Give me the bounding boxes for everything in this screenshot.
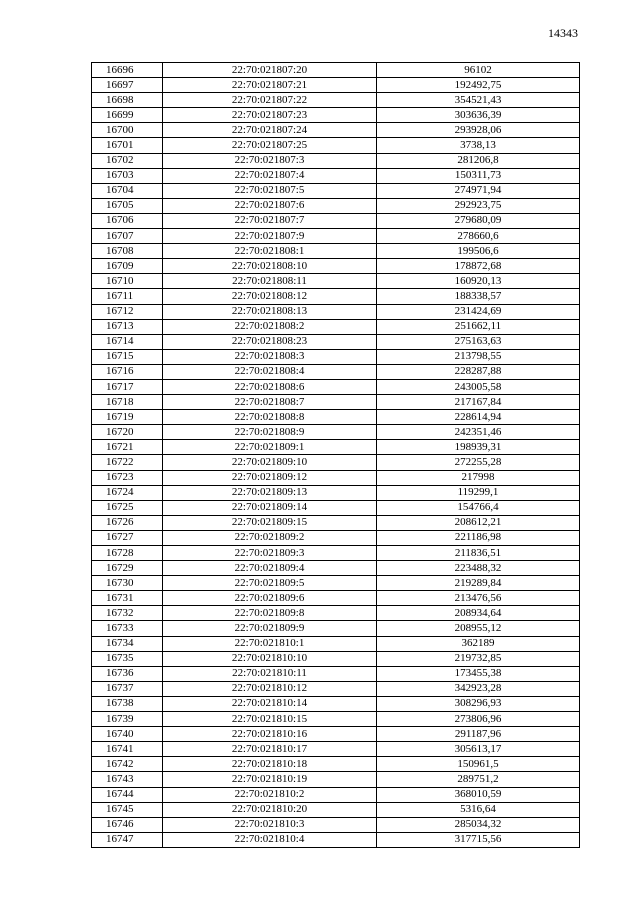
table-row xyxy=(92,168,580,183)
value-cell: 251662,11 xyxy=(377,319,580,334)
table-body xyxy=(92,63,580,848)
table-row xyxy=(92,425,580,440)
table-row xyxy=(92,213,580,228)
value-cell: 150311,73 xyxy=(377,168,580,183)
value-cell: 192492,75 xyxy=(377,78,580,93)
table-row xyxy=(92,319,580,334)
row-number-cell: 16732 xyxy=(92,606,163,621)
row-number-cell: 16744 xyxy=(92,787,163,802)
table-row xyxy=(92,666,580,681)
row-number-cell: 16701 xyxy=(92,138,163,153)
value-cell: 217167,84 xyxy=(377,395,580,410)
table-row xyxy=(92,198,580,213)
table-row xyxy=(92,651,580,666)
cadastral-number-cell: 22:70:021809:5 xyxy=(163,576,377,591)
value-cell: 231424,69 xyxy=(377,304,580,319)
cadastral-number-cell: 22:70:021809:6 xyxy=(163,591,377,606)
cadastral-number-cell: 22:70:021809:3 xyxy=(163,546,377,561)
row-number-cell: 16727 xyxy=(92,530,163,545)
table-row xyxy=(92,349,580,364)
table-row xyxy=(92,440,580,455)
table-row xyxy=(92,153,580,168)
cadastral-number-cell: 22:70:021807:25 xyxy=(163,138,377,153)
cadastral-number-cell: 22:70:021808:10 xyxy=(163,259,377,274)
row-number-cell: 16747 xyxy=(92,832,163,847)
table-row xyxy=(92,621,580,636)
row-number-cell: 16738 xyxy=(92,696,163,711)
table-row xyxy=(92,802,580,817)
row-number-cell: 16707 xyxy=(92,229,163,244)
table-row xyxy=(92,515,580,530)
table-row xyxy=(92,591,580,606)
row-number-cell: 16717 xyxy=(92,379,163,394)
table-row xyxy=(92,696,580,711)
row-number-cell: 16713 xyxy=(92,319,163,334)
cadastral-number-cell: 22:70:021808:6 xyxy=(163,379,377,394)
value-cell: 354521,43 xyxy=(377,93,580,108)
table-row xyxy=(92,379,580,394)
cadastral-number-cell: 22:70:021808:12 xyxy=(163,289,377,304)
cadastral-number-cell: 22:70:021808:9 xyxy=(163,425,377,440)
value-cell: 342923,28 xyxy=(377,681,580,696)
cadastral-number-cell: 22:70:021810:20 xyxy=(163,802,377,817)
row-number-cell: 16746 xyxy=(92,817,163,832)
table-row xyxy=(92,108,580,123)
row-number-cell: 16712 xyxy=(92,304,163,319)
cadastral-number-cell: 22:70:021807:4 xyxy=(163,168,377,183)
table-row xyxy=(92,289,580,304)
cadastral-number-cell: 22:70:021808:23 xyxy=(163,334,377,349)
cadastral-number-cell: 22:70:021807:3 xyxy=(163,153,377,168)
table-row xyxy=(92,485,580,500)
row-number-cell: 16722 xyxy=(92,455,163,470)
value-cell: 368010,59 xyxy=(377,787,580,802)
value-cell: 119299,1 xyxy=(377,485,580,500)
cadastral-number-cell: 22:70:021807:5 xyxy=(163,183,377,198)
value-cell: 281206,8 xyxy=(377,153,580,168)
value-cell: 154766,4 xyxy=(377,500,580,515)
row-number-cell: 16721 xyxy=(92,440,163,455)
cadastral-number-cell: 22:70:021810:3 xyxy=(163,817,377,832)
cadastral-number-cell: 22:70:021809:4 xyxy=(163,561,377,576)
cadastral-number-cell: 22:70:021810:18 xyxy=(163,757,377,772)
cadastral-number-cell: 22:70:021808:3 xyxy=(163,349,377,364)
row-number-cell: 16739 xyxy=(92,712,163,727)
row-number-cell: 16702 xyxy=(92,153,163,168)
cadastral-number-cell: 22:70:021810:1 xyxy=(163,636,377,651)
cadastral-number-cell: 22:70:021810:15 xyxy=(163,712,377,727)
cadastral-number-cell: 22:70:021810:11 xyxy=(163,666,377,681)
cadastral-number-cell: 22:70:021809:9 xyxy=(163,621,377,636)
row-number-cell: 16705 xyxy=(92,198,163,213)
value-cell: 198939,31 xyxy=(377,440,580,455)
table-row xyxy=(92,712,580,727)
cadastral-number-cell: 22:70:021808:2 xyxy=(163,319,377,334)
table-row xyxy=(92,63,580,78)
table-row xyxy=(92,364,580,379)
table-row xyxy=(92,561,580,576)
table-row xyxy=(92,772,580,787)
table-row xyxy=(92,229,580,244)
cadastral-number-cell: 22:70:021809:13 xyxy=(163,485,377,500)
table-row xyxy=(92,817,580,832)
cadastral-number-cell: 22:70:021808:4 xyxy=(163,364,377,379)
cadastral-number-cell: 22:70:021807:9 xyxy=(163,229,377,244)
table-row xyxy=(92,757,580,772)
row-number-cell: 16737 xyxy=(92,681,163,696)
row-number-cell: 16700 xyxy=(92,123,163,138)
table-row xyxy=(92,455,580,470)
row-number-cell: 16719 xyxy=(92,410,163,425)
value-cell: 217998 xyxy=(377,470,580,485)
value-cell: 188338,57 xyxy=(377,289,580,304)
value-cell: 293928,06 xyxy=(377,123,580,138)
value-cell: 292923,75 xyxy=(377,198,580,213)
value-cell: 178872,68 xyxy=(377,259,580,274)
table-row xyxy=(92,530,580,545)
value-cell: 278660,6 xyxy=(377,229,580,244)
row-number-cell: 16711 xyxy=(92,289,163,304)
value-cell: 199506,6 xyxy=(377,244,580,259)
row-number-cell: 16724 xyxy=(92,485,163,500)
value-cell: 223488,32 xyxy=(377,561,580,576)
value-cell: 305613,17 xyxy=(377,742,580,757)
row-number-cell: 16718 xyxy=(92,395,163,410)
cadastral-number-cell: 22:70:021807:21 xyxy=(163,78,377,93)
row-number-cell: 16699 xyxy=(92,108,163,123)
cadastral-number-cell: 22:70:021807:20 xyxy=(163,63,377,78)
cadastral-number-cell: 22:70:021808:8 xyxy=(163,410,377,425)
row-number-cell: 16725 xyxy=(92,500,163,515)
cadastral-number-cell: 22:70:021810:16 xyxy=(163,727,377,742)
value-cell: 308296,93 xyxy=(377,696,580,711)
row-number-cell: 16729 xyxy=(92,561,163,576)
value-cell: 285034,32 xyxy=(377,817,580,832)
table-row xyxy=(92,681,580,696)
row-number-cell: 16716 xyxy=(92,364,163,379)
cadastral-number-cell: 22:70:021807:22 xyxy=(163,93,377,108)
table-row xyxy=(92,606,580,621)
cadastral-number-cell: 22:70:021807:24 xyxy=(163,123,377,138)
cadastral-number-cell: 22:70:021809:1 xyxy=(163,440,377,455)
cadastral-number-cell: 22:70:021807:23 xyxy=(163,108,377,123)
table-row xyxy=(92,500,580,515)
row-number-cell: 16710 xyxy=(92,274,163,289)
table-row xyxy=(92,123,580,138)
table-row xyxy=(92,787,580,802)
cadastral-number-cell: 22:70:021809:2 xyxy=(163,530,377,545)
value-cell: 242351,46 xyxy=(377,425,580,440)
row-number-cell: 16723 xyxy=(92,470,163,485)
value-cell: 221186,98 xyxy=(377,530,580,545)
row-number-cell: 16706 xyxy=(92,213,163,228)
value-cell: 228614,94 xyxy=(377,410,580,425)
value-cell: 208955,12 xyxy=(377,621,580,636)
table-row xyxy=(92,576,580,591)
value-cell: 279680,09 xyxy=(377,213,580,228)
table-row xyxy=(92,546,580,561)
value-cell: 228287,88 xyxy=(377,364,580,379)
row-number-cell: 16728 xyxy=(92,546,163,561)
value-cell: 291187,96 xyxy=(377,727,580,742)
cadastral-number-cell: 22:70:021810:19 xyxy=(163,772,377,787)
cadastral-number-cell: 22:70:021807:7 xyxy=(163,213,377,228)
table-row xyxy=(92,274,580,289)
table-row xyxy=(92,470,580,485)
row-number-cell: 16720 xyxy=(92,425,163,440)
cadastral-number-cell: 22:70:021809:8 xyxy=(163,606,377,621)
value-cell: 219732,85 xyxy=(377,651,580,666)
value-cell: 96102 xyxy=(377,63,580,78)
value-cell: 274971,94 xyxy=(377,183,580,198)
cadastral-number-cell: 22:70:021810:12 xyxy=(163,681,377,696)
row-number-cell: 16696 xyxy=(92,63,163,78)
cadastral-number-cell: 22:70:021809:12 xyxy=(163,470,377,485)
table-row xyxy=(92,334,580,349)
row-number-cell: 16703 xyxy=(92,168,163,183)
value-cell: 317715,56 xyxy=(377,832,580,847)
value-cell: 5316,64 xyxy=(377,802,580,817)
table-row xyxy=(92,832,580,847)
row-number-cell: 16733 xyxy=(92,621,163,636)
cadastral-number-cell: 22:70:021809:14 xyxy=(163,500,377,515)
value-cell: 303636,39 xyxy=(377,108,580,123)
row-number-cell: 16735 xyxy=(92,651,163,666)
value-cell: 213798,55 xyxy=(377,349,580,364)
value-cell: 150961,5 xyxy=(377,757,580,772)
table-row xyxy=(92,727,580,742)
table-row xyxy=(92,395,580,410)
table-row xyxy=(92,259,580,274)
page-number: 14343 xyxy=(548,26,578,40)
value-cell: 362189 xyxy=(377,636,580,651)
value-cell: 208934,64 xyxy=(377,606,580,621)
cadastral-number-cell: 22:70:021810:14 xyxy=(163,696,377,711)
cadastral-number-cell: 22:70:021808:13 xyxy=(163,304,377,319)
table-row xyxy=(92,244,580,259)
row-number-cell: 16731 xyxy=(92,591,163,606)
row-number-cell: 16698 xyxy=(92,93,163,108)
row-number-cell: 16745 xyxy=(92,802,163,817)
value-cell: 160920,13 xyxy=(377,274,580,289)
table-row xyxy=(92,183,580,198)
value-cell: 208612,21 xyxy=(377,515,580,530)
row-number-cell: 16726 xyxy=(92,515,163,530)
cadastral-number-cell: 22:70:021810:17 xyxy=(163,742,377,757)
cadastral-number-cell: 22:70:021808:1 xyxy=(163,244,377,259)
table-row xyxy=(92,410,580,425)
table-row xyxy=(92,636,580,651)
cadastral-number-cell: 22:70:021808:11 xyxy=(163,274,377,289)
row-number-cell: 16697 xyxy=(92,78,163,93)
row-number-cell: 16742 xyxy=(92,757,163,772)
row-number-cell: 16704 xyxy=(92,183,163,198)
row-number-cell: 16740 xyxy=(92,727,163,742)
cadastral-number-cell: 22:70:021809:10 xyxy=(163,455,377,470)
value-cell: 213476,56 xyxy=(377,591,580,606)
data-table xyxy=(91,62,580,848)
value-cell: 211836,51 xyxy=(377,546,580,561)
cadastral-number-cell: 22:70:021810:4 xyxy=(163,832,377,847)
row-number-cell: 16714 xyxy=(92,334,163,349)
value-cell: 243005,58 xyxy=(377,379,580,394)
value-cell: 272255,28 xyxy=(377,455,580,470)
row-number-cell: 16741 xyxy=(92,742,163,757)
table-row xyxy=(92,304,580,319)
value-cell: 3738,13 xyxy=(377,138,580,153)
row-number-cell: 16715 xyxy=(92,349,163,364)
row-number-cell: 16743 xyxy=(92,772,163,787)
cadastral-number-cell: 22:70:021810:10 xyxy=(163,651,377,666)
table-row xyxy=(92,742,580,757)
table-row xyxy=(92,138,580,153)
table-row xyxy=(92,78,580,93)
row-number-cell: 16708 xyxy=(92,244,163,259)
value-cell: 273806,96 xyxy=(377,712,580,727)
row-number-cell: 16730 xyxy=(92,576,163,591)
cadastral-number-cell: 22:70:021807:6 xyxy=(163,198,377,213)
cadastral-number-cell: 22:70:021808:7 xyxy=(163,395,377,410)
row-number-cell: 16709 xyxy=(92,259,163,274)
value-cell: 219289,84 xyxy=(377,576,580,591)
row-number-cell: 16736 xyxy=(92,666,163,681)
cadastral-number-cell: 22:70:021809:15 xyxy=(163,515,377,530)
table-row xyxy=(92,93,580,108)
value-cell: 289751,2 xyxy=(377,772,580,787)
cadastral-number-cell: 22:70:021810:2 xyxy=(163,787,377,802)
value-cell: 275163,63 xyxy=(377,334,580,349)
value-cell: 173455,38 xyxy=(377,666,580,681)
row-number-cell: 16734 xyxy=(92,636,163,651)
